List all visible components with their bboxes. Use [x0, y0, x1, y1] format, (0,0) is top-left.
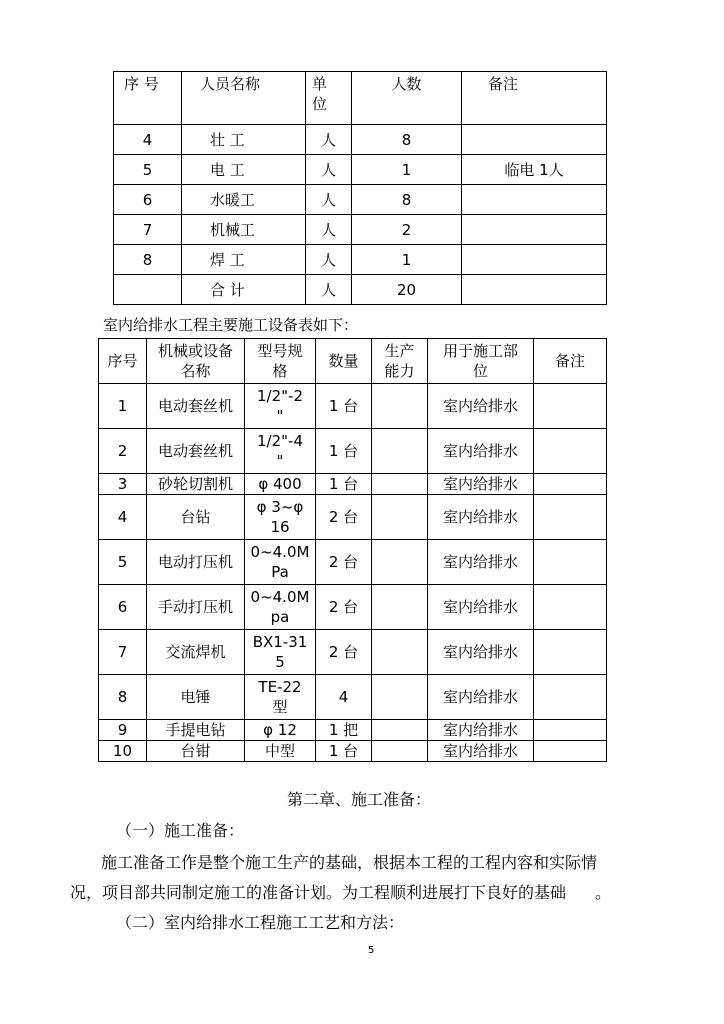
table-cell	[147, 384, 245, 429]
cell-text: 序号	[107, 352, 138, 370]
cell-text: φ 12	[263, 721, 297, 739]
table-cell	[316, 741, 372, 762]
cell-text: 8	[117, 688, 128, 706]
table-cell	[534, 495, 607, 540]
cell-text: 1 台	[328, 397, 359, 415]
table-cell	[534, 675, 607, 720]
table-cell	[428, 339, 534, 384]
table-cell	[147, 540, 245, 585]
cell-text: 室内给排水	[442, 508, 518, 526]
table-cell	[147, 741, 245, 762]
cell-text: 人	[320, 250, 336, 269]
cell-text: 型号规 格	[257, 342, 303, 380]
table-cell	[372, 675, 428, 720]
table-cell	[352, 72, 462, 125]
cell-text: 8	[142, 250, 153, 269]
table-cell	[245, 741, 316, 762]
table-cell	[372, 384, 428, 429]
table-cell	[114, 275, 182, 305]
table-cell	[245, 429, 316, 474]
staff-table	[113, 71, 607, 305]
cell-text: 0~4.0M pa	[250, 588, 310, 626]
table-cell	[245, 720, 316, 741]
table-cell	[316, 339, 372, 384]
table-cell	[147, 339, 245, 384]
cell-text: 1 台	[328, 442, 359, 460]
table-cell	[147, 474, 245, 495]
cell-text: 室内给排水	[442, 721, 518, 739]
section-title-preparation: （一）施工准备：	[116, 821, 245, 840]
table-cell	[372, 495, 428, 540]
cell-text: 合 计	[210, 280, 245, 299]
table-cell	[245, 495, 316, 540]
cell-text: 机械工	[210, 220, 256, 239]
table-cell	[352, 185, 462, 215]
cell-text: φ 400	[258, 475, 302, 493]
table-cell	[99, 429, 147, 474]
cell-text: 台钳	[180, 742, 211, 760]
table-cell	[316, 630, 372, 675]
table-cell	[306, 245, 352, 275]
table-cell	[99, 540, 147, 585]
table-cell	[245, 384, 316, 429]
table-row	[114, 125, 607, 155]
table-cell	[428, 474, 534, 495]
cell-text: 2	[401, 220, 412, 239]
table-cell	[352, 125, 462, 155]
cell-text: 1	[401, 250, 412, 269]
table-cell	[534, 630, 607, 675]
table-cell	[372, 630, 428, 675]
cell-text: 8	[401, 130, 412, 149]
table-cell	[182, 215, 306, 245]
cell-text: 人	[320, 280, 336, 299]
table-cell	[428, 585, 534, 630]
cell-text: 单 位	[312, 75, 328, 113]
table-row	[99, 720, 607, 741]
table-cell	[316, 720, 372, 741]
table-row	[114, 185, 607, 215]
table-row	[99, 741, 607, 762]
table-cell	[245, 540, 316, 585]
table-cell	[352, 275, 462, 305]
cell-text: 10	[112, 742, 133, 760]
cell-text: 8	[401, 190, 412, 209]
cell-text: 室内给排水	[442, 442, 518, 460]
cell-text: 电动打压机	[157, 553, 233, 571]
cell-text: 9	[117, 721, 128, 739]
table-cell	[462, 72, 607, 125]
cell-text: 人数	[391, 75, 422, 93]
table-cell	[99, 630, 147, 675]
table-cell	[99, 585, 147, 630]
page-number: 5	[368, 945, 375, 956]
cell-text: 备注	[554, 352, 585, 370]
cell-text: 手提电钻	[165, 721, 226, 739]
table-cell	[462, 215, 607, 245]
table-cell	[352, 155, 462, 185]
cell-text: 4	[142, 130, 153, 149]
cell-text: 7	[117, 643, 128, 661]
table-cell	[147, 495, 245, 540]
cell-text: 4	[338, 688, 349, 706]
table-cell	[114, 72, 182, 125]
cell-text: 水暖工	[210, 190, 256, 209]
cell-text: BX1-31 5	[252, 633, 308, 671]
table-row	[99, 585, 607, 630]
table-cell	[534, 741, 607, 762]
cell-text: 室内给排水	[442, 553, 518, 571]
table-cell	[99, 720, 147, 741]
table-cell	[245, 474, 316, 495]
section-title-method: （二）室内给排水工程施工工艺和方法：	[116, 913, 405, 932]
table-cell	[372, 540, 428, 585]
table-row	[99, 474, 607, 495]
table-cell	[372, 720, 428, 741]
table-cell	[534, 585, 607, 630]
cell-text: 5	[142, 160, 153, 179]
table-cell	[306, 155, 352, 185]
cell-text: 室内给排水	[442, 475, 518, 493]
table-cell	[306, 275, 352, 305]
cell-text: 1 台	[328, 742, 359, 760]
paragraph-line-2: 况，项目部共同制定施工的准备计划。为工程顺利进展打下良好的基础	[70, 883, 567, 902]
table-cell	[534, 339, 607, 384]
table-row	[99, 540, 607, 585]
table-cell	[99, 474, 147, 495]
cell-text: 砂轮切割机	[157, 475, 233, 493]
cell-text: 1/2"-4 "	[257, 432, 303, 470]
table-cell	[428, 720, 534, 741]
cell-text: 电 工	[210, 160, 245, 179]
table-row	[99, 495, 607, 540]
table-cell	[147, 675, 245, 720]
table-row	[114, 215, 607, 245]
cell-text: 用于施工部 位	[442, 342, 518, 380]
cell-text: 6	[142, 190, 153, 209]
table-cell	[428, 675, 534, 720]
table-cell	[114, 155, 182, 185]
table-cell	[99, 384, 147, 429]
chapter-title: 第二章、施工准备：	[287, 790, 432, 809]
table-cell	[306, 72, 352, 125]
table-cell	[462, 275, 607, 305]
table-cell	[99, 339, 147, 384]
table-cell	[245, 630, 316, 675]
cell-text: 台钻	[180, 508, 211, 526]
cell-text: 2 台	[328, 598, 359, 616]
table-row	[114, 155, 607, 185]
table-cell	[462, 125, 607, 155]
cell-text: 1	[117, 397, 128, 415]
table-cell	[534, 720, 607, 741]
equipment-table	[98, 338, 607, 762]
table-cell	[114, 245, 182, 275]
cell-text: 2 台	[328, 508, 359, 526]
table-cell	[428, 741, 534, 762]
paragraph-end-mark: 。	[595, 883, 612, 902]
table-cell	[316, 585, 372, 630]
table-cell	[428, 429, 534, 474]
table-cell	[99, 495, 147, 540]
cell-text: 室内给排水	[442, 598, 518, 616]
table-cell	[114, 215, 182, 245]
table-row	[99, 630, 607, 675]
cell-text: 数量	[328, 352, 359, 370]
cell-text: 电动套丝机	[157, 397, 233, 415]
table-cell	[147, 720, 245, 741]
cell-text: 2	[117, 442, 128, 460]
cell-text: 6	[117, 598, 128, 616]
cell-text: 电动套丝机	[157, 442, 233, 460]
table-cell	[352, 245, 462, 275]
table-cell	[316, 384, 372, 429]
table-cell	[245, 675, 316, 720]
cell-text: 1/2"-2 "	[257, 387, 303, 425]
paragraph-line-1: 施工准备工作是整个施工生产的基础，根据本工程的工程内容和实际情	[101, 853, 598, 872]
cell-text: 室内给排水	[442, 688, 518, 706]
table-row	[99, 384, 607, 429]
cell-text: 人	[320, 220, 336, 239]
table-cell	[372, 339, 428, 384]
table-cell	[182, 245, 306, 275]
cell-text: 壮 工	[210, 130, 245, 149]
cell-text: 2 台	[328, 553, 359, 571]
cell-text: 4	[117, 508, 128, 526]
cell-text: 2 台	[328, 643, 359, 661]
table-row	[99, 429, 607, 474]
table-cell	[99, 741, 147, 762]
cell-text: 中型	[264, 742, 295, 760]
cell-text: 7	[142, 220, 153, 239]
table-cell	[352, 215, 462, 245]
table-cell	[182, 125, 306, 155]
table-cell	[245, 585, 316, 630]
cell-text: 焊 工	[210, 250, 245, 269]
table-cell	[428, 384, 534, 429]
table-cell	[534, 474, 607, 495]
cell-text: 1	[401, 160, 412, 179]
cell-text: 20	[396, 280, 417, 299]
table-cell	[306, 215, 352, 245]
equipment-table-caption: 室内给排水工程主要施工设备表如下：	[103, 316, 359, 334]
cell-text: 人	[320, 190, 336, 209]
cell-text: φ 3~φ 16	[256, 498, 304, 536]
table-row	[99, 675, 607, 720]
cell-text: TE-22 型	[258, 678, 302, 716]
table-cell	[428, 495, 534, 540]
cell-text: 5	[117, 553, 128, 571]
cell-text: 手动打压机	[157, 598, 233, 616]
cell-text: 室内给排水	[442, 397, 518, 415]
table-cell	[316, 675, 372, 720]
cell-text: 生产 能力	[384, 342, 415, 380]
table-cell	[99, 675, 147, 720]
table-cell	[182, 72, 306, 125]
table-cell	[245, 339, 316, 384]
cell-text: 人	[320, 160, 336, 179]
table-cell	[534, 384, 607, 429]
table-cell	[462, 185, 607, 215]
table-header-row	[114, 72, 607, 125]
table-row	[114, 275, 607, 305]
table-cell	[462, 155, 607, 185]
table-cell	[534, 429, 607, 474]
cell-text: 临电 1人	[504, 160, 564, 179]
cell-text: 电锤	[180, 688, 211, 706]
table-cell	[114, 185, 182, 215]
table-cell	[372, 474, 428, 495]
table-cell	[114, 125, 182, 155]
table-cell	[306, 125, 352, 155]
cell-text: 备注	[488, 75, 519, 93]
cell-text: 室内给排水	[442, 643, 518, 661]
table-cell	[182, 275, 306, 305]
table-header-row	[99, 339, 607, 384]
table-cell	[534, 540, 607, 585]
table-cell	[182, 185, 306, 215]
cell-text: 人员名称	[200, 75, 261, 93]
table-cell	[372, 429, 428, 474]
table-cell	[462, 245, 607, 275]
table-cell	[316, 495, 372, 540]
cell-text: 3	[117, 475, 128, 493]
cell-text: 1 把	[328, 721, 359, 739]
cell-text: 室内给排水	[442, 742, 518, 760]
cell-text: 机械或设备 名称	[157, 342, 233, 380]
table-cell	[182, 155, 306, 185]
cell-text: 序 号	[124, 75, 159, 93]
table-row	[114, 245, 607, 275]
cell-text: 1 台	[328, 475, 359, 493]
table-cell	[316, 540, 372, 585]
cell-text: 0~4.0M Pa	[250, 543, 310, 581]
table-cell	[306, 185, 352, 215]
table-cell	[428, 630, 534, 675]
table-cell	[147, 630, 245, 675]
table-cell	[372, 585, 428, 630]
table-cell	[428, 540, 534, 585]
table-cell	[147, 429, 245, 474]
table-cell	[316, 429, 372, 474]
table-cell	[316, 474, 372, 495]
table-cell	[147, 585, 245, 630]
cell-text: 人	[320, 130, 336, 149]
table-cell	[372, 741, 428, 762]
cell-text: 交流焊机	[165, 643, 226, 661]
